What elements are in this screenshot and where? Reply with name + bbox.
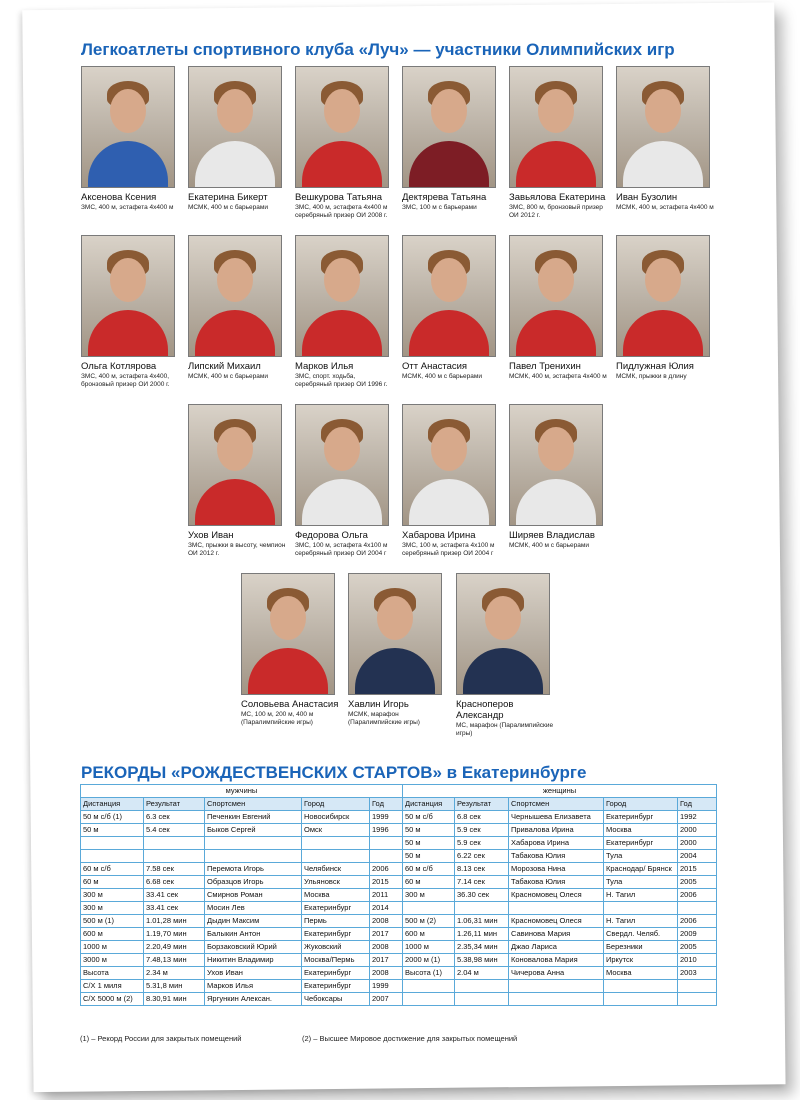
- table-row: [81, 915, 717, 928]
- athlete-description: МСМК, 400 м с барьерами: [188, 204, 268, 211]
- women-cell: 2006: [678, 915, 717, 928]
- women-cell: 50 м с/б: [403, 811, 455, 824]
- athlete-description: ЗМС, 400 м, эстафета 4х400 м серебряный призер ОИ 2008 г.: [295, 204, 388, 219]
- athlete-card: [616, 235, 714, 381]
- women-cell: [403, 993, 455, 1006]
- men-cell: 2014: [370, 902, 403, 915]
- col-athlete-women: Спортсмен: [509, 798, 604, 811]
- women-cell: Привалова Ирина: [509, 824, 604, 837]
- women-cell: 50 м: [403, 837, 455, 850]
- women-cell: [455, 993, 509, 1006]
- men-cell: 1996: [370, 824, 403, 837]
- athlete-description: ЗМС, спорт. ходьба, серебряный призер ОИ 1996 г.: [295, 373, 388, 388]
- athlete-photo: [402, 66, 496, 188]
- records-table: [80, 784, 717, 1006]
- men-cell: 1000 м: [81, 941, 144, 954]
- athlete-name: Завьялова Екатерина: [509, 192, 606, 203]
- men-cell: С/Х 1 миля: [81, 980, 144, 993]
- athlete-photo: [295, 66, 389, 188]
- athlete-name: Марков Илья: [295, 361, 354, 372]
- women-cell: Березники: [604, 941, 678, 954]
- women-cell: 500 м (2): [403, 915, 455, 928]
- athlete-photo: [295, 235, 389, 357]
- men-cell: 7.48,13 мин: [144, 954, 205, 967]
- athlete-description: ЗМС, 800 м, бронзовый призер ОИ 2012 г.: [509, 204, 603, 219]
- athlete-name: Вешкурова Татьяна: [295, 192, 383, 203]
- men-cell: Высота: [81, 967, 144, 980]
- men-cell: Марков Илья: [205, 980, 302, 993]
- men-cell: 2.20,49 мин: [144, 941, 205, 954]
- athlete-card: [241, 573, 339, 726]
- men-cell: [205, 850, 302, 863]
- women-cell: 1.06,31 мин: [455, 915, 509, 928]
- table-row: [81, 941, 717, 954]
- athlete-card: [402, 404, 500, 557]
- men-cell: 300 м: [81, 902, 144, 915]
- women-cell: Тула: [604, 850, 678, 863]
- women-cell: [509, 993, 604, 1006]
- men-cell: 2017: [370, 954, 403, 967]
- women-cell: 5.9 сек: [455, 824, 509, 837]
- table-row: [81, 967, 717, 980]
- table-row: [81, 824, 717, 837]
- men-cell: [81, 850, 144, 863]
- women-cell: [403, 902, 455, 915]
- women-cell: [455, 902, 509, 915]
- men-cell: 500 м (1): [81, 915, 144, 928]
- footnote-2: (2) – Высшее Мировое достижение для закрытых помещений: [302, 1034, 518, 1043]
- women-cell: Красномовец Олеся: [509, 889, 604, 902]
- athlete-photo: [188, 235, 282, 357]
- athlete-description: МСМК, 400 м с барьерами: [509, 542, 589, 549]
- athlete-card: [188, 66, 286, 212]
- men-cell: 6.68 сек: [144, 876, 205, 889]
- men-cell: Екатеринбург: [302, 980, 370, 993]
- men-cell: 2008: [370, 915, 403, 928]
- men-cell: Челябинск: [302, 863, 370, 876]
- men-cell: 600 м: [81, 928, 144, 941]
- col-distance-women: Дистанция: [403, 798, 455, 811]
- women-cell: [678, 993, 717, 1006]
- women-cell: Н. Тагил: [604, 915, 678, 928]
- men-cell: Чебоксары: [302, 993, 370, 1006]
- women-cell: Свердл. Челяб.: [604, 928, 678, 941]
- col-athlete-men: Спортсмен: [205, 798, 302, 811]
- women-header: женщины: [403, 785, 717, 798]
- women-cell: 300 м: [403, 889, 455, 902]
- athlete-description: МСМК, 400 м, эстафета 4х400 м: [616, 204, 714, 211]
- women-cell: 6.22 сек: [455, 850, 509, 863]
- athlete-name: Красноперов Александр: [456, 699, 514, 721]
- athlete-card: [509, 404, 607, 550]
- women-cell: Савинова Мария: [509, 928, 604, 941]
- men-cell: 5.4 сек: [144, 824, 205, 837]
- men-cell: 1999: [370, 980, 403, 993]
- women-cell: 2.04 м: [455, 967, 509, 980]
- men-cell: [81, 837, 144, 850]
- table-row: [81, 889, 717, 902]
- women-cell: [604, 980, 678, 993]
- athlete-name: Иван Бузолин: [616, 192, 678, 203]
- page-content: [52, 0, 752, 1100]
- women-cell: 2010: [678, 954, 717, 967]
- women-cell: Иркутск: [604, 954, 678, 967]
- men-cell: [370, 837, 403, 850]
- athlete-description: МСМК, 400 м, эстафета 4х400 м: [509, 373, 607, 380]
- athlete-description: ЗМС, 100 м, эстафета 4х100 м серебряный призер ОИ 2004 г: [295, 542, 388, 557]
- athlete-name: Липский Михаил: [188, 361, 261, 372]
- men-cell: Мосин Лев: [205, 902, 302, 915]
- women-cell: [604, 902, 678, 915]
- women-cell: 2005: [678, 941, 717, 954]
- col-result-women: Результат: [455, 798, 509, 811]
- men-cell: С/Х 5000 м (2): [81, 993, 144, 1006]
- athlete-photo: [402, 404, 496, 526]
- women-cell: Табакова Юлия: [509, 850, 604, 863]
- women-cell: Краснодар/ Брянск: [604, 863, 678, 876]
- men-cell: Печенкин Евгений: [205, 811, 302, 824]
- athlete-name: Соловьева Анастасия: [241, 699, 339, 710]
- athlete-name: Хабарова Ирина: [402, 530, 476, 541]
- men-cell: Ульяновск: [302, 876, 370, 889]
- athlete-name: Екатерина Бикерт: [188, 192, 268, 203]
- athlete-description: МСМК, 400 м с барьерами: [188, 373, 268, 380]
- men-cell: Борзаковский Юрий: [205, 941, 302, 954]
- women-cell: 2000 м (1): [403, 954, 455, 967]
- women-cell: 2006: [678, 889, 717, 902]
- men-cell: Москва: [302, 889, 370, 902]
- women-cell: 1992: [678, 811, 717, 824]
- men-cell: 2.34 м: [144, 967, 205, 980]
- col-result-men: Результат: [144, 798, 205, 811]
- women-cell: 2009: [678, 928, 717, 941]
- table-row: [81, 928, 717, 941]
- men-cell: Омск: [302, 824, 370, 837]
- women-cell: 2005: [678, 876, 717, 889]
- women-cell: [509, 902, 604, 915]
- men-cell: 2015: [370, 876, 403, 889]
- women-cell: 1.26,11 мин: [455, 928, 509, 941]
- women-cell: [509, 980, 604, 993]
- records-body: [81, 811, 717, 1006]
- men-cell: Москва/Пермь: [302, 954, 370, 967]
- men-cell: 2008: [370, 941, 403, 954]
- men-cell: Ухов Иван: [205, 967, 302, 980]
- men-cell: Быков Сергей: [205, 824, 302, 837]
- men-cell: [205, 837, 302, 850]
- women-cell: Москва: [604, 967, 678, 980]
- athlete-name: Ольга Котлярова: [81, 361, 157, 372]
- athlete-card: [616, 66, 714, 212]
- col-year-women: Год: [678, 798, 717, 811]
- women-cell: [678, 980, 717, 993]
- athlete-description: ЗМС, 100 м с барьерами: [402, 204, 477, 211]
- men-cell: Екатеринбург: [302, 928, 370, 941]
- men-header: мужчины: [81, 785, 403, 798]
- men-cell: Пермь: [302, 915, 370, 928]
- athlete-name: Пидлужная Юлия: [616, 361, 694, 372]
- athlete-name: Дектярева Татьяна: [402, 192, 487, 203]
- athlete-photo: [295, 404, 389, 526]
- men-cell: 8.30,91 мин: [144, 993, 205, 1006]
- athlete-photo: [188, 66, 282, 188]
- col-city-women: Город: [604, 798, 678, 811]
- men-cell: [370, 850, 403, 863]
- men-cell: Екатеринбург: [302, 967, 370, 980]
- men-cell: [144, 850, 205, 863]
- women-cell: 60 м: [403, 876, 455, 889]
- table-row: [81, 863, 717, 876]
- men-cell: Перемота Игорь: [205, 863, 302, 876]
- athlete-card: [509, 66, 607, 219]
- women-cell: Москва: [604, 824, 678, 837]
- athlete-photo: [616, 235, 710, 357]
- women-cell: [455, 980, 509, 993]
- women-cell: 50 м: [403, 850, 455, 863]
- men-cell: 1.01,28 мин: [144, 915, 205, 928]
- athlete-card: [295, 235, 393, 388]
- women-cell: 600 м: [403, 928, 455, 941]
- table-row: [81, 876, 717, 889]
- men-cell: Новосибирск: [302, 811, 370, 824]
- athlete-description: МСМК, прыжки в длину: [616, 373, 687, 380]
- men-cell: 2007: [370, 993, 403, 1006]
- athlete-name: Ухов Иван: [188, 530, 234, 541]
- women-cell: 8.13 сек: [455, 863, 509, 876]
- table-row: [81, 837, 717, 850]
- athlete-name: Отт Анастасия: [402, 361, 468, 372]
- athlete-card: [188, 235, 286, 381]
- men-cell: 300 м: [81, 889, 144, 902]
- table-row: [81, 993, 717, 1006]
- men-cell: 1999: [370, 811, 403, 824]
- men-cell: 2008: [370, 967, 403, 980]
- men-cell: 50 м: [81, 824, 144, 837]
- men-cell: Дыдин Максим: [205, 915, 302, 928]
- men-cell: 60 м с/б: [81, 863, 144, 876]
- table-row: [81, 850, 717, 863]
- col-city-men: Город: [302, 798, 370, 811]
- women-cell: Екатеринбург: [604, 837, 678, 850]
- athlete-card: [295, 66, 393, 219]
- women-cell: 2.35,34 мин: [455, 941, 509, 954]
- women-cell: Табакова Юлия: [509, 876, 604, 889]
- men-cell: [144, 837, 205, 850]
- athlete-card: [456, 573, 554, 737]
- athlete-name: Федорова Ольга: [295, 530, 368, 541]
- athlete-photo: [509, 404, 603, 526]
- athlete-card: [188, 404, 286, 557]
- page-title: Легкоатлеты спортивного клуба «Луч» — участники Олимпийских игр: [81, 40, 675, 59]
- athlete-name: Ширяев Владислав: [509, 530, 595, 541]
- athlete-name: Павел Тренихин: [509, 361, 581, 372]
- women-cell: 6.8 сек: [455, 811, 509, 824]
- women-cell: 2004: [678, 850, 717, 863]
- athlete-photo: [509, 235, 603, 357]
- table-row: [81, 902, 717, 915]
- col-distance-men: Дистанция: [81, 798, 144, 811]
- women-cell: [403, 980, 455, 993]
- men-cell: 2006: [370, 863, 403, 876]
- athlete-photo: [81, 235, 175, 357]
- athlete-description: ЗМС, 400 м, эстафета 4х400 м: [81, 204, 174, 211]
- athlete-card: [509, 235, 607, 381]
- athlete-name: Аксенова Ксения: [81, 192, 157, 203]
- athlete-description: МС, марафон (Паралимпийские игры): [456, 722, 554, 737]
- men-cell: 33.41 сек: [144, 889, 205, 902]
- footnote-1: (1) – Рекорд России для закрытых помещений: [80, 1034, 242, 1043]
- col-year-men: Год: [370, 798, 403, 811]
- women-cell: 2000: [678, 837, 717, 850]
- women-cell: 5.9 сек: [455, 837, 509, 850]
- athlete-description: ЗМС, 100 м, эстафета 4х100 м серебряный призер ОИ 2004 г: [402, 542, 495, 557]
- women-cell: Красномовец Олеся: [509, 915, 604, 928]
- column-header-row: [81, 798, 717, 811]
- women-cell: 50 м: [403, 824, 455, 837]
- athlete-card: [402, 235, 500, 381]
- athlete-description: МСМК, 400 м с барьерами: [402, 373, 482, 380]
- women-cell: 1000 м: [403, 941, 455, 954]
- records-title: РЕКОРДЫ «РОЖДЕСТВЕНСКИХ СТАРТОВ» в Екатеринбурге: [81, 763, 587, 782]
- women-cell: 5.38,98 мин: [455, 954, 509, 967]
- athlete-photo: [241, 573, 335, 695]
- women-cell: Коновалова Мария: [509, 954, 604, 967]
- athlete-photo: [81, 66, 175, 188]
- gender-header-row: [81, 785, 717, 798]
- women-cell: [678, 902, 717, 915]
- men-cell: Екатеринбург: [302, 902, 370, 915]
- women-cell: Морозова Нина: [509, 863, 604, 876]
- athlete-photo: [348, 573, 442, 695]
- men-cell: 60 м: [81, 876, 144, 889]
- men-cell: Никитин Владимир: [205, 954, 302, 967]
- men-cell: 7.58 сек: [144, 863, 205, 876]
- women-cell: Чернышева Елизавета: [509, 811, 604, 824]
- athlete-description: МСМК, марафон (Паралимпийские игры): [348, 711, 420, 726]
- women-cell: 60 м с/б: [403, 863, 455, 876]
- table-row: [81, 954, 717, 967]
- women-cell: 7.14 сек: [455, 876, 509, 889]
- women-cell: 2015: [678, 863, 717, 876]
- athlete-description: ЗМС, 400 м, эстафета 4х400, бронзовый призер ОИ 2000 г.: [81, 373, 170, 388]
- women-cell: Хабарова Ирина: [509, 837, 604, 850]
- men-cell: 1.19,70 мин: [144, 928, 205, 941]
- women-cell: Тула: [604, 876, 678, 889]
- women-cell: 36.30 сек: [455, 889, 509, 902]
- men-cell: Образцов Игорь: [205, 876, 302, 889]
- women-cell: Екатеринбург: [604, 811, 678, 824]
- athlete-card: [402, 66, 500, 212]
- women-cell: Чичерова Анна: [509, 967, 604, 980]
- women-cell: Н. Тагил: [604, 889, 678, 902]
- athlete-photo: [188, 404, 282, 526]
- men-cell: 3000 м: [81, 954, 144, 967]
- men-cell: Балыкин Антон: [205, 928, 302, 941]
- athlete-description: МС, 100 м, 200 м, 400 м (Паралимпийские игры): [241, 711, 314, 726]
- women-cell: Джао Лариса: [509, 941, 604, 954]
- women-cell: [604, 993, 678, 1006]
- men-cell: 50 м с/б (1): [81, 811, 144, 824]
- table-row: [81, 980, 717, 993]
- athlete-description: ЗМС, прыжки в высоту, чемпион ОИ 2012 г.: [188, 542, 286, 557]
- women-cell: Высота (1): [403, 967, 455, 980]
- men-cell: 5.31,8 мин: [144, 980, 205, 993]
- athlete-card: [295, 404, 393, 557]
- men-cell: 2011: [370, 889, 403, 902]
- athlete-photo: [616, 66, 710, 188]
- athlete-photo: [509, 66, 603, 188]
- athlete-photo: [402, 235, 496, 357]
- athlete-card: [348, 573, 446, 726]
- athlete-card: [81, 235, 179, 388]
- women-cell: 2003: [678, 967, 717, 980]
- men-cell: Жуковский: [302, 941, 370, 954]
- athlete-name: Хавлин Игорь: [348, 699, 409, 710]
- women-cell: 2000: [678, 824, 717, 837]
- men-cell: [302, 850, 370, 863]
- men-cell: Смирнов Роман: [205, 889, 302, 902]
- men-cell: Яргункин Алексан.: [205, 993, 302, 1006]
- men-cell: 6.3 сек: [144, 811, 205, 824]
- athlete-card: [81, 66, 179, 212]
- athlete-photo: [456, 573, 550, 695]
- table-row: [81, 811, 717, 824]
- men-cell: [302, 837, 370, 850]
- men-cell: 33.41 сек: [144, 902, 205, 915]
- men-cell: 2017: [370, 928, 403, 941]
